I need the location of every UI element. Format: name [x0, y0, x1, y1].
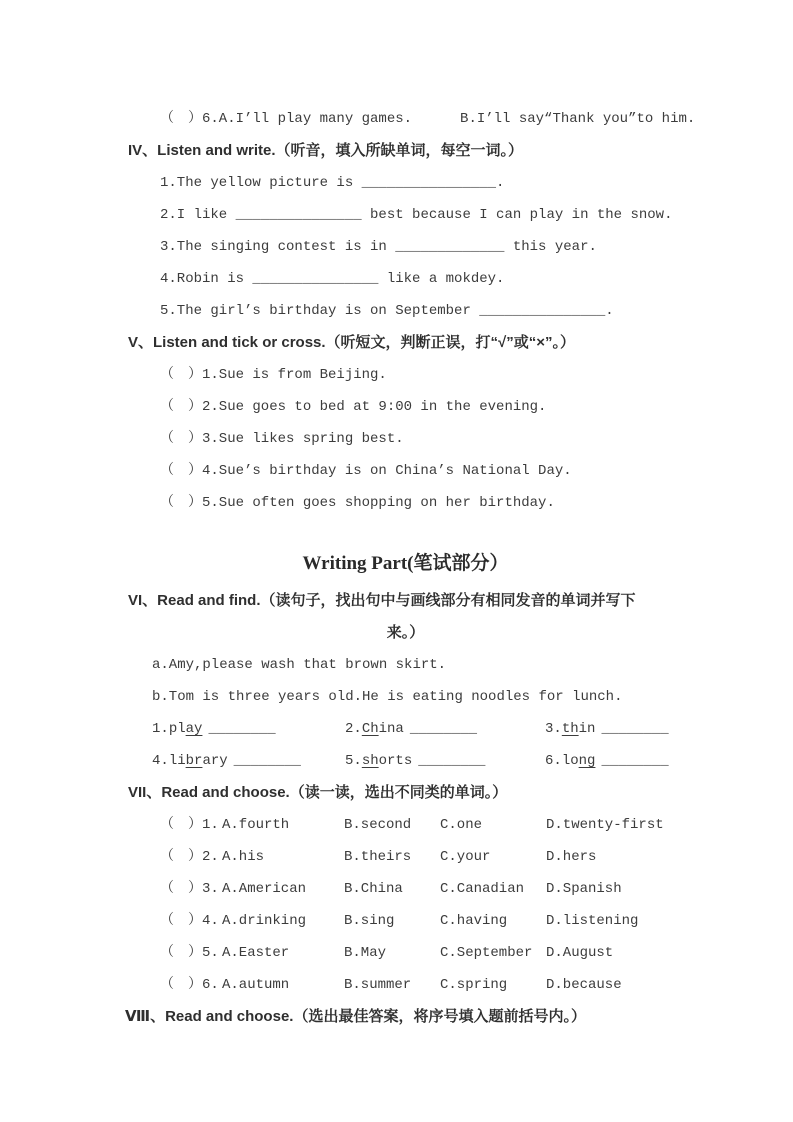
tick-cross-item-3: （ ）3.Sue likes spring best. — [160, 431, 404, 447]
word-underlined: br — [185, 753, 203, 769]
sound-word-2 — [345, 713, 545, 745]
section-viii-heading: Ⅷ、Read and choose.（选出最佳答案，将序号填入题前括号内。） — [125, 1008, 586, 1025]
option-a: A.drinking — [222, 913, 307, 929]
section-v-heading: V、Listen and tick or cross.（听短文，判断正误，打“√”或“×”。） — [128, 334, 576, 351]
word-underlined: ng — [578, 753, 596, 769]
section-vi-heading — [128, 585, 683, 649]
option-a: A.American — [222, 881, 307, 897]
word-number: 6. — [545, 753, 562, 769]
option-c: C.one — [440, 817, 483, 833]
option-b: B.China — [344, 881, 403, 897]
option-c: C.having — [440, 913, 508, 929]
writing-part-title: Writing Part(笔试部分） — [302, 553, 509, 574]
word-number: 2. — [345, 721, 362, 737]
word-number: 5. — [345, 753, 362, 769]
option-d: D.hers — [546, 849, 597, 865]
word-pre: pl — [168, 721, 186, 737]
section-vi-heading-line2: 来。） — [386, 624, 425, 641]
row-bracket: （ ）5. — [160, 945, 219, 961]
section-iv-items — [128, 167, 683, 327]
sound-word-5 — [345, 745, 545, 777]
choice-row-5 — [160, 937, 683, 969]
option-a: A.his — [222, 849, 265, 865]
tick-cross-item-1: （ ）1.Sue is from Beijing. — [160, 367, 387, 383]
option-d: D.listening — [546, 913, 639, 929]
word-post: ina — [378, 721, 404, 737]
word-number: 4. — [152, 753, 169, 769]
option-c: C.your — [440, 849, 491, 865]
choice-row-1 — [160, 809, 683, 841]
sound-words-row-2 — [152, 745, 683, 777]
answer-blank: ________ — [208, 721, 276, 737]
row-bracket: （ ）4. — [160, 913, 219, 929]
option-d: D.because — [546, 977, 622, 993]
word-underlined: th — [561, 721, 579, 737]
fill-blank-item-3: 3.The singing contest is in _____________ this year. — [160, 239, 597, 255]
word-post: orts — [378, 753, 413, 769]
word-pre: li — [168, 753, 186, 769]
word-pre: lo — [561, 753, 579, 769]
row-bracket: （ ）6. — [160, 977, 219, 993]
option-d: D.Spanish — [546, 881, 622, 897]
option-a: A.Easter — [222, 945, 290, 961]
q6-option-a: （ ）6.A.I’ll play many games. — [160, 111, 413, 127]
option-c: C.September — [440, 945, 533, 961]
sentence-b: b.Tom is three years old.He is eating noodles for lunch. — [152, 689, 623, 705]
option-d: D.August — [546, 945, 614, 961]
section-vi-heading-line1: VI、Read and find.（读句子，找出句中与画线部分有相同发音的单词并写下 — [128, 592, 636, 609]
choice-row-4 — [160, 905, 683, 937]
fill-blank-item-4: 4.Robin is _______________ like a mokdey. — [160, 271, 505, 287]
answer-blank: ________ — [418, 753, 486, 769]
option-b: B.May — [344, 945, 387, 961]
choice-row-6 — [160, 969, 683, 1001]
option-b: B.summer — [344, 977, 412, 993]
tick-cross-item-5: （ ）5.Sue often goes shopping on her birthday. — [160, 495, 555, 511]
tick-cross-item-2: （ ）2.Sue goes to bed at 9:00 in the evening. — [160, 399, 547, 415]
sound-word-1 — [152, 713, 345, 745]
q6-option-b: B.I’ll say“Thank you”to him. — [460, 111, 696, 127]
option-b: B.theirs — [344, 849, 412, 865]
word-underlined: Ch — [361, 721, 379, 737]
word-number: 1. — [152, 721, 169, 737]
option-a: A.autumn — [222, 977, 290, 993]
fill-blank-item-2: 2.I like _______________ best because I can play in the snow. — [160, 207, 673, 223]
option-b: B.second — [344, 817, 412, 833]
answer-blank: ________ — [409, 721, 478, 737]
option-c: C.spring — [440, 977, 508, 993]
choice-row-2 — [160, 841, 683, 873]
row-bracket: （ ）2. — [160, 849, 219, 865]
section-iv-heading: IV、Listen and write.（听音，填入所缺单词，每空一词。） — [128, 142, 524, 159]
answer-blank: ________ — [601, 753, 669, 769]
choice-row-3 — [160, 873, 683, 905]
sound-words-row-1 — [152, 713, 683, 745]
section-vii-rows — [128, 809, 683, 1001]
option-b: B.sing — [344, 913, 395, 929]
tick-cross-item-4: （ ）4.Sue’s birthday is on China’s National Day. — [160, 463, 572, 479]
option-a: A.fourth — [222, 817, 290, 833]
word-post: in — [578, 721, 596, 737]
answer-blank: ________ — [233, 753, 301, 769]
section-v-items — [128, 359, 683, 519]
sound-word-3 — [545, 713, 669, 745]
row-bracket: （ ）3. — [160, 881, 219, 897]
row-bracket: （ ）1. — [160, 817, 219, 833]
word-underlined: ay — [185, 721, 203, 737]
fill-blank-item-1: 1.The yellow picture is ________________. — [160, 175, 505, 191]
section-vii-heading: VII、Read and choose.（读一读，选出不同类的单词。） — [128, 784, 508, 801]
answer-blank: ________ — [601, 721, 669, 737]
word-post: ary — [202, 753, 228, 769]
option-d: D.twenty-first — [546, 817, 664, 833]
sound-word-4 — [152, 745, 345, 777]
sound-word-6 — [545, 745, 669, 777]
word-underlined: sh — [361, 753, 379, 769]
fill-blank-item-5: 5.The girl’s birthday is on September _______________. — [160, 303, 614, 319]
question-6-line — [160, 103, 696, 135]
sentence-a: a.Amy,please wash that brown skirt. — [152, 657, 447, 673]
option-c: C.Canadian — [440, 881, 525, 897]
word-number: 3. — [545, 721, 562, 737]
